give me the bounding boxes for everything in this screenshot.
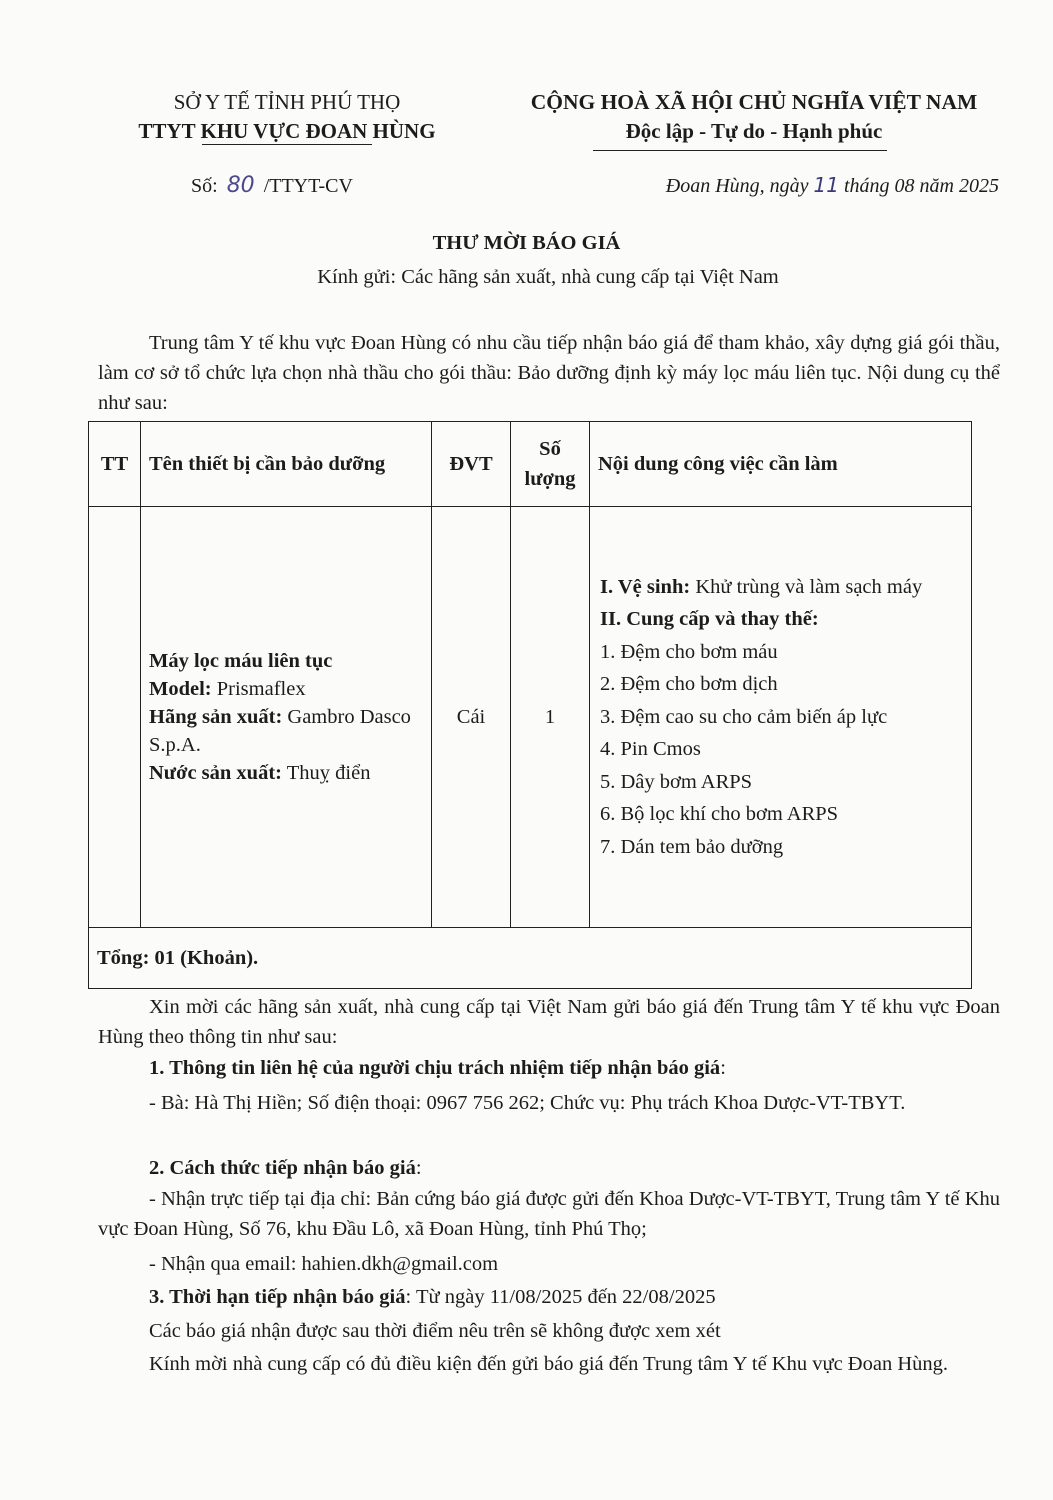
list-item: 5. Dây bơm ARPS bbox=[600, 770, 753, 793]
cell-device: Máy lọc máu liên tục Model: Prismaflex Hãng sản xuất: Gambro Dasco S.p.A. Nước sản xuất: Thuỵ điển bbox=[141, 507, 432, 928]
header-name: Tên thiết bị cần bảo dưỡng bbox=[141, 422, 432, 507]
header-quantity: Số lượng bbox=[511, 422, 590, 507]
table-total-row bbox=[89, 928, 972, 989]
issuer-block bbox=[112, 88, 462, 146]
handwritten-number: 80 bbox=[226, 173, 255, 198]
table-header-row bbox=[89, 422, 972, 507]
table-row bbox=[89, 507, 972, 928]
total-cell: Tổng: 01 (Khoản). bbox=[89, 928, 972, 989]
national-heading bbox=[498, 88, 1010, 146]
section2-text-email: - Nhận qua email: hahien.dkh@gmail.com bbox=[149, 1253, 499, 1275]
header-content: Nội dung công việc cần làm bbox=[590, 422, 972, 507]
section2-heading: 2. Cách thức tiếp nhận báo giá: bbox=[149, 1157, 422, 1179]
invite-paragraph: Xin mời các hãng sản xuất, nhà cung cấp tại Việt Nam gửi báo giá đến Trung tâm Y tế khu vực Đoan Hùng theo thông tin như sau: bbox=[98, 996, 1000, 1048]
equipment-table bbox=[88, 421, 972, 989]
section1-text: - Bà: Hà Thị Hiền; Số điện thoại: 0967 756 262; Chức vụ: Phụ trách Khoa Dược-VT-TBYT. bbox=[149, 1092, 906, 1114]
cell-tt bbox=[89, 507, 141, 928]
device-name: Máy lọc máu liên tục bbox=[149, 650, 333, 672]
header-tt: TT bbox=[89, 422, 141, 507]
motto-underline bbox=[593, 150, 887, 151]
intro-paragraph: Trung tâm Y tế khu vực Đoan Hùng có nhu cầu tiếp nhận báo giá để tham khảo, xây dựng giá gói thầu, làm cơ sở tổ chức lựa chọn nhà thầu cho gói thầu: Bảo dưỡng định kỳ máy lọc máu liên tục. Nội dung cụ thể như sau: bbox=[98, 332, 1000, 414]
cell-tasks: I. Vệ sinh: Khử trùng và làm sạch máy II. Cung cấp và thay thế: 1. Đệm cho bơm máu 2. Đệm cho bơm dịch 3. Đệm cao su cho cảm biến áp lực 4. Pin Cmos 5. Dây bơm ARPS 6. Bộ lọc khí cho bơm ARPS 7. Dán tem bảo dưỡng bbox=[590, 507, 972, 928]
final-paragraph: Kính mời nhà cung cấp có đủ điều kiện đến gửi báo giá đến Trung tâm Y tế Khu vực Đoan Hùng. bbox=[149, 1353, 949, 1375]
list-item: 6. Bộ lọc khí cho bơm ARPS bbox=[600, 803, 839, 826]
issuer-parent: SỞ Y TẾ TỈNH PHÚ THỌ bbox=[173, 90, 401, 114]
handwritten-day: 11 bbox=[813, 173, 839, 197]
list-item: 7. Dán tem bảo dưỡng bbox=[600, 835, 784, 858]
header-unit: ĐVT bbox=[432, 422, 511, 507]
note-line: Các báo giá nhận được sau thời điểm nêu trên sẽ không được xem xét bbox=[149, 1320, 721, 1342]
nation-name: CỘNG HOÀ XÃ HỘI CHỦ NGHĨA VIỆT NAM bbox=[530, 90, 978, 114]
list-item: 4. Pin Cmos bbox=[600, 738, 701, 761]
list-item: 2. Đệm cho bơm dịch bbox=[600, 673, 778, 696]
section1-heading: 1. Thông tin liên hệ của người chịu trách nhiệm tiếp nhận báo giá: bbox=[149, 1057, 726, 1079]
issuer-underline bbox=[202, 144, 372, 145]
list-item: 1. Đệm cho bơm máu bbox=[600, 640, 778, 663]
cell-quantity: 1 bbox=[511, 507, 590, 928]
section3-line: 3. Thời hạn tiếp nhận báo giá: Từ ngày 11/08/2025 đến 22/08/2025 bbox=[149, 1286, 716, 1308]
document-title: THƯ MỜI BÁO GIÁ bbox=[432, 232, 621, 254]
issuer-name: TTYT KHU VỰC ĐOAN HÙNG bbox=[138, 119, 436, 143]
list-item: 3. Đệm cao su cho cảm biến áp lực bbox=[600, 705, 888, 728]
cell-unit: Cái bbox=[432, 507, 511, 928]
national-motto: Độc lập - Tự do - Hạnh phúc bbox=[625, 119, 883, 143]
recipient-line: Kính gửi: Các hãng sản xuất, nhà cung cấp tại Việt Nam bbox=[317, 266, 779, 288]
place-date: Đoan Hùng, ngày 11 tháng 08 năm 2025 bbox=[665, 173, 999, 197]
section2-text-direct: - Nhận trực tiếp tại địa chỉ: Bản cứng báo giá được gửi đến Khoa Dược-VT-TBYT, Trung tâm Y tế Khu vực Đoan Hùng, Số 76, khu Đầu Lô, xã Đoan Hùng, tỉnh Phú Thọ; bbox=[98, 1188, 1000, 1240]
document-number: Số: 80 /TTYT-CV bbox=[191, 173, 353, 198]
